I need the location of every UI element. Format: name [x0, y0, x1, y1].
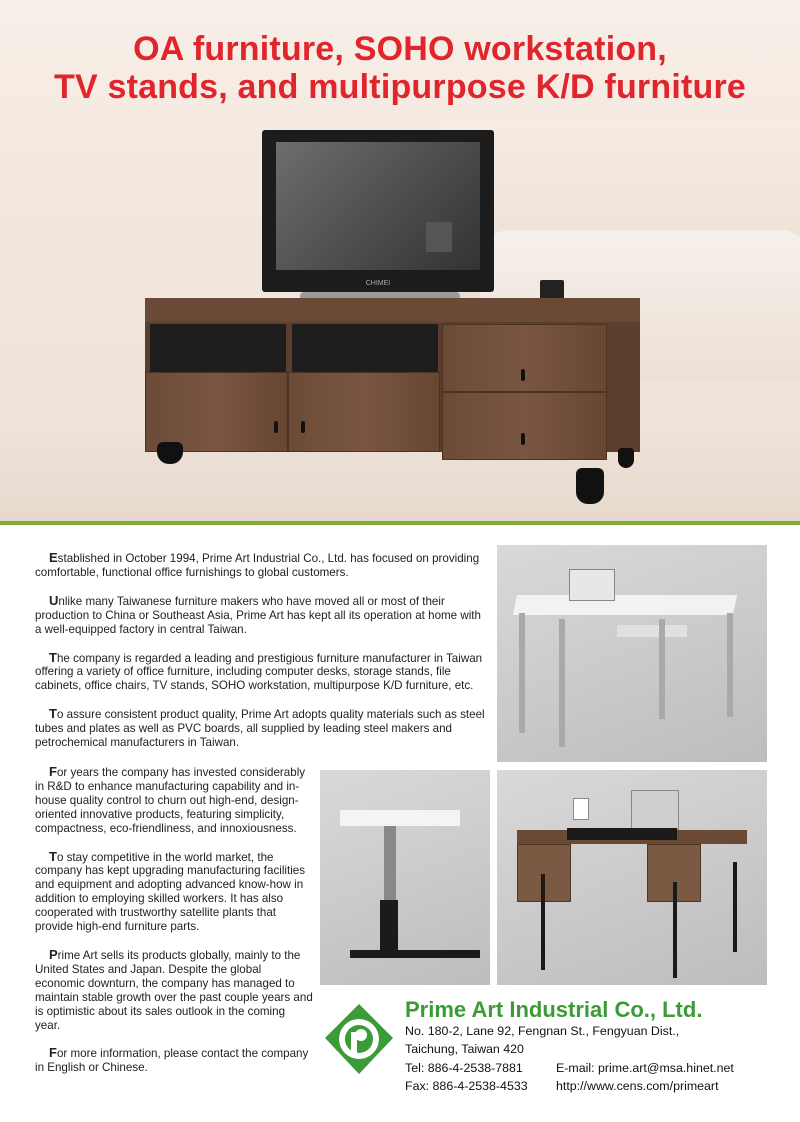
company-address-line-1: No. 180-2, Lane 92, Fengnan St., Fengyuan Dist., [405, 1024, 680, 1038]
cabinet-door [288, 372, 440, 452]
company-name: Prime Art Industrial Co., Ltd. [405, 997, 703, 1022]
desk-top [513, 595, 737, 615]
table-base [350, 950, 480, 958]
photo-wooden-desk [497, 770, 767, 985]
desk-leg [541, 874, 545, 970]
title-line-2: TV stands, and multipurpose K/D furniture [53, 68, 747, 106]
door-knob [301, 421, 305, 433]
article-paragraph: The company is regarded a leading and prestigious furniture manufacturer in Taiwan offering a variety of office furniture, including computer desks, storage stands, file cabinets, office chairs, TV stands, SOHO workstation, multipurpose K/D furniture, etc. [35, 649, 483, 693]
title-line-1: OA furniture, SOHO workstation, [133, 30, 667, 68]
desk-leg [733, 862, 737, 952]
door-knob [274, 421, 278, 433]
photo-mobile-table [320, 770, 490, 985]
company-email: E-mail: prime.art@msa.hinet.net [556, 1061, 734, 1075]
company-website[interactable]: http://www.cens.com/primeart [556, 1079, 719, 1093]
table-top [340, 810, 460, 826]
article-text-upper [35, 551, 485, 764]
desk-leg [673, 882, 677, 978]
cabinet-drawer [442, 392, 607, 460]
laptop [631, 790, 679, 830]
cabinet-door [145, 372, 288, 452]
cabinet-open-shelf [292, 324, 438, 374]
article-paragraph: To stay competitive in the world market, the company has kept upgrading manufacturing facilities and equipment and adopting advanced know-how in addition to employing skilled workers. It has also cooperated with trustworthy satellite plants that provide high-end furniture parts. [35, 848, 306, 934]
company-logo [323, 1002, 395, 1076]
article-paragraph: To assure consistent product quality, Prime Art adopts quality materials such as steel tubes and plates as well as PVC boards, all supplied by leading steel makers and petrochemical manufacturers in Taiwan. [35, 706, 485, 750]
article-paragraph: Prime Art sells its products globally, mainly to the United States and Japan. Despite the global economic downturn, the company has managed to maintain stable growth over the past couple years and is optimistic about its sales outlook in the coming year. [35, 946, 313, 1032]
desk-leg [519, 613, 525, 733]
company-fax: Fax: 886-4-2538-4533 [405, 1079, 528, 1093]
cabinet-open-shelf [150, 324, 286, 374]
article-paragraph: For years the company has invested considerably in R&D to enhance manufacturing capability and in-house quality control to churn out high-end, design-oriented innovative products, featuring simplicity, compactness, eco-friendliness, and innoxiousness. [35, 764, 306, 835]
photo-white-desk [497, 545, 767, 762]
table-base-column [380, 900, 398, 950]
tv-cabinet-top [145, 298, 640, 322]
cabinet-drawer [442, 324, 607, 392]
drawer-knob [521, 433, 525, 445]
cabinet-leg [157, 442, 183, 464]
desk-writing-pad [567, 828, 677, 840]
television [262, 130, 494, 292]
desk-leg [727, 613, 733, 717]
article-paragraph: Unlike many Taiwanese furniture makers who have moved all or most of their production to China or Southeast Asia, Prime Art has kept all its operation at home with a well-equipped factory in central Taiwan. [35, 592, 481, 636]
page-title [0, 30, 800, 106]
desk-leg [659, 619, 665, 719]
article-text-lower [35, 765, 313, 1089]
desk-leg [559, 619, 565, 747]
tv-screen-vase [426, 222, 452, 252]
laptop [569, 569, 615, 601]
accent-rule [0, 521, 800, 525]
company-tel: Tel: 886-4-2538-7881 [405, 1061, 523, 1075]
tv-brand: CHIMEI [365, 280, 391, 287]
table-pole [384, 826, 396, 906]
tv-screen [276, 142, 480, 270]
photo-frame [573, 798, 589, 820]
article-paragraph: For more information, please contact the company in English or Chinese. [35, 1045, 309, 1075]
article-paragraph: Established in October 1994, Prime Art Industrial Co., Ltd. has focused on providing comfortable, functional office furnishings to global customers. [35, 550, 480, 579]
cabinet-leg [576, 468, 604, 504]
cabinet-leg [618, 448, 634, 468]
company-address-line-2: Taichung, Taiwan 420 [405, 1042, 524, 1056]
desk-drawer [617, 625, 687, 637]
drawer-knob [521, 369, 525, 381]
